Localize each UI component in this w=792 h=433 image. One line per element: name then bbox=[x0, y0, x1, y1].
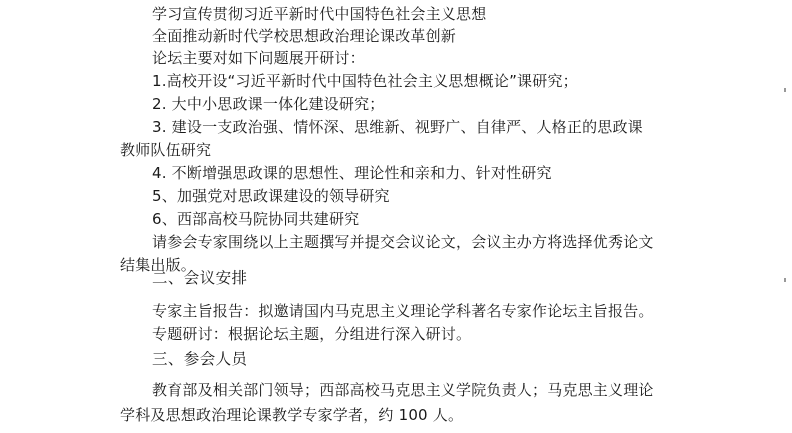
submission-line-2: 结集出版。 bbox=[120, 256, 197, 274]
topic-6: 6、西部高校马院协同共建研究 bbox=[152, 210, 360, 228]
topic-4: 4. 不断增强思政课的思想性、理论性和亲和力、针对性研究 bbox=[152, 164, 552, 182]
topic-2: 2. 大中小思政课一体化建设研究； bbox=[152, 95, 385, 113]
topic-3: 3. 建设一支政治强、情怀深、思维新、视野广、自律严、人格正的思政课 bbox=[152, 118, 643, 136]
topic-3-continued: 教师队伍研究 bbox=[120, 141, 212, 159]
topic-5: 5、加强党对思政课建设的领导研究 bbox=[152, 187, 390, 205]
intro-line-2: 全面推动新时代学校思想政治理论课改革创新 bbox=[152, 27, 457, 45]
page-edge-mark bbox=[784, 278, 786, 282]
submission-line-1: 请参会专家围绕以上主题撰写并提交会议论文，会议主办方将选择优秀论文 bbox=[152, 233, 654, 251]
section3-heading: 三、参会人员 bbox=[152, 350, 248, 368]
section2-line-1: 专家主旨报告：拟邀请国内马克思主义理论学科著名专家作论坛主旨报告。 bbox=[152, 302, 654, 320]
page-edge-mark bbox=[784, 88, 786, 92]
section2-line-2: 专题研讨：根据论坛主题，分组进行深入研讨。 bbox=[152, 325, 472, 343]
topic-1: 1.高校开设“习近平新时代中国特色社会主义思想概论”课研究； bbox=[152, 72, 578, 90]
intro-line-1: 学习宣传贯彻习近平新时代中国特色社会主义思想 bbox=[152, 5, 487, 23]
section2-heading: 二、会议安排 bbox=[152, 269, 248, 287]
intro-line-3: 论坛主要对如下问题展开研讨： bbox=[152, 49, 365, 67]
section3-line-1: 教育部及相关部门领导；西部高校马克思主义学院负责人；马克思主义理论 bbox=[152, 381, 654, 399]
section3-line-2: 学科及思想政治理论课教学专家学者，约 100 人。 bbox=[120, 406, 464, 424]
